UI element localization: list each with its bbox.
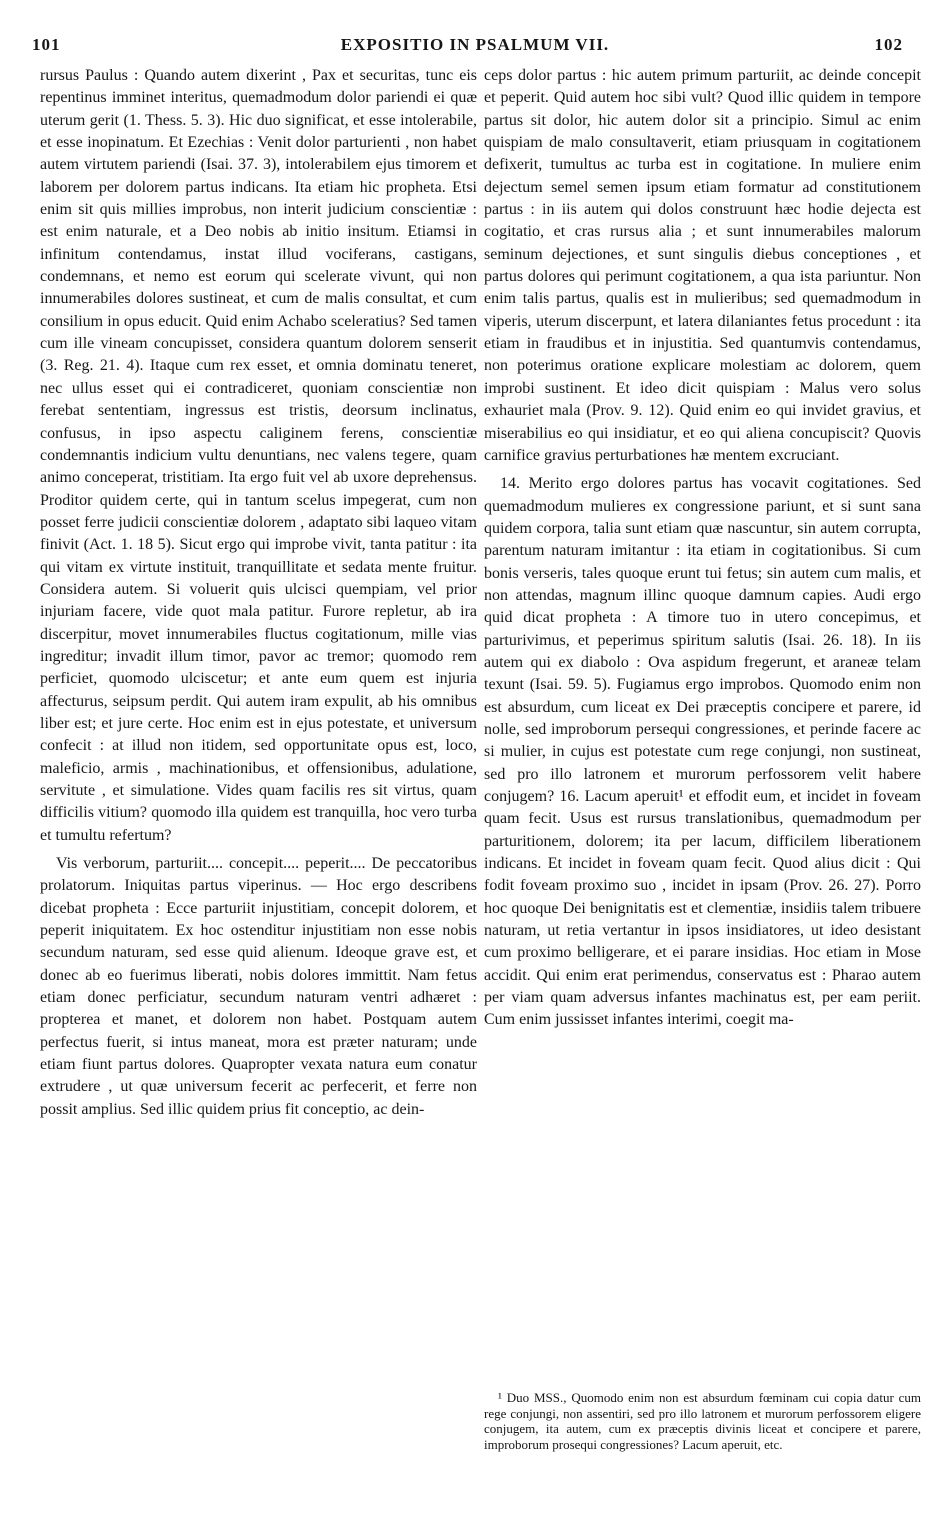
page-number-right: 102 bbox=[874, 35, 903, 54]
paragraph: Vis verborum, parturiit.... concepit.... peperit.... De peccatoribus prolatorum. Iniquitas partus viperinus. — Hoc ergo describens dicebat propheta : Ecce parturiit injustitiam, concepit dolorem, et peperit iniquitatem. Ex hoc ostenditur injustitiam non esse nobis secundum naturam, sed esse quid alienum. Ideoque grave est, et donec ab eo fuerimus liberati, nobis dolores immittit. Nam fetus etiam donec perficiatur, secundum naturam ventri adhæret : propterea et manet, et dolorem non habet. Postquam autem perfectus fuerit, si intus maneat, mora est præter naturam; unde etiam fiunt partus dolores. Quapropter vexata natura eum conatur extrudere , ut quæ universum fecerit ac perfecerit, et ferre non possit amplius. Sed illic quidem prius fit conceptio, ac dein- bbox=[40, 855, 477, 1118]
right-column bbox=[484, 65, 921, 1505]
running-header bbox=[0, 35, 950, 61]
paragraph: ceps dolor partus : hic autem primum parturiit, ac deinde concepit et peperit. Quid autem hoc sibi vult? Quod illic quidem in tempore partus sit dolor, hic autem dolor sit a principio. Simul ac enim quispiam de malo consultaverit, etiam priusquam in cogitationem defixerit, tumultus ac turba est in cogitatione. In muliere enim dejectum semel semen ipsum etiam formatur ad constitutionem partus : in iis autem qui dolos construunt hæc hodie dejecta est cogitatio, et cras rursus alia ; et sunt innumerabiles malorum seminum dejectiones, et sunt singulis diebus conceptiones , et partus dolores qui perimunt cogitationem, a qua ista pariuntur. Non enim talis partus, qualis est in mulieribus; sed quemadmodum in viperis, uterum discerpunt, et latera dilaniantes fetus procedunt : ita etiam in fraudibus et in injustitia. Sed quantumvis contendamus, non poterimus oratione explicare molestiam ac dolorem, quem improbi sustinent. Et ideo dicit quispiam : Malus vero solus exhauriet mala (Prov. 9. 12). Quid enim eo qui invidet gravius, et miserabilius eo qui insidiatur, et eo qui aliena concupiscit? Quovis carnifice gravius perturbationes hæ mentem excruciant. bbox=[484, 67, 921, 464]
footnote bbox=[484, 1390, 921, 1452]
running-title: EXPOSITIO IN PSALMUM VII. bbox=[340, 35, 610, 54]
paragraph: 14. Merito ergo dolores partus has vocavit cogitationes. Sed quemadmodum mulieres ex congressione pariunt, et si sunt sana quidem corpora, talia sunt etiam quæ nascuntur, sin autem corrupta, parentum naturam imitantur : ita etiam in cogitationibus. Si cum bonis verseris, tales quoque erunt tui fetus; sin autem cum malis, et non attendas, magnum illinc quoque damnum capies. Audi ergo quid dicat propheta : A timore tuo in utero concepimus, et parturivimus, et peperimus spiritum salutis (Isai. 26. 18). In iis autem qui ex diabolo : Ova aspidum fregerunt, et araneæ telam texunt (Isai. 59. 5). Fugiamus ergo improbos. Quomodo enim non est absurdum, cum liceat ex Dei præceptis concipere et parere, id nolle, sed improborum persequi congressiones, et perinde facere ac si mulier, in cujus est potestate cum rege conjungi, non sustineat, sed pro illo latronem et murorum perfossorem velit habere conjugem? 16. Lacum aperuit¹ et effodit eum, et incidet in foveam quam fecit. Usus est rursus translationibus, quemadmodum per parturitionem, dolorem; ita per lacum, difficilem liberationem indicans. Et incidet in foveam quam fecit. Quod alius dicit : Qui fodit foveam proximo suo , incidet in ipsam (Prov. 26. 27). Porro hoc quoque Dei benignitatis est et clementiæ, insidiis talem tribuere naturam, ut retia vertantur in ipsos insidiatores, ut ideo desistant cum proximo belligerare, et ei parare insidias. Hoc etiam in Mose accidit. Qui enim erat perimendus, conservatus est : Pharao autem per viam quam adversus infantes machinatus est, per eam periit. Cum enim jussisset infantes interimi, coegit ma- bbox=[484, 475, 921, 1029]
left-column bbox=[40, 65, 477, 1505]
footnote-text: ¹ Duo MSS., Quomodo enim non est absurdum fœminam cui copia datur cum rege conjungi, non assentiri, sed pro illo latronem et murorum perfossorem eligere conjugem, ita autem, cum ex præceptis divinis liceat et concipere et parere, improborum prosequi congressiones? Lacum aperuit, etc. bbox=[484, 1390, 921, 1452]
page-number-left: 101 bbox=[32, 35, 61, 54]
paragraph: rursus Paulus : Quando autem dixerint , Pax et securitas, tunc eis repentinus imminet interitus, quemadmodum dolor pariendi ei quæ uterum gerit (1. Thess. 5. 3). Hic duo significat, et esse intolerabile, et esse inopinatum. Et Ezechias : Venit dolor parturienti , non habet autem virtutem pariendi (Isai. 37. 3), intolerabilem ejus timorem et laborem per dolorem partus indicans. Ita etiam hic propheta. Etsi enim sit quis millies improbus, non interit judicium conscientiæ : est enim naturale, et a Deo nobis ab initio insitum. Etiamsi in infinitum contendamus, instat illud vociferans, castigans, condemnans, et nemo est eorum qui scelerate vivunt, qui non innumerabiles dolores sustineat, et cum de malis consultat, et cum consilium in opus educit. Quid enim Achabo sceleratius? Sed tamen cum ille vineam concupisset, considera quantum dolorem senserit (3. Reg. 21. 4). Itaque cum rex esset, et omnia dominatu teneret, nec ullus esset qui ei contradiceret, quoniam conscientiæ non ferebat sententiam, ingressus est tristis, deorsum inclinatus, confusus, in ipso aspectu caliginem ferens, conscientiæ condemnantis indicium vultu denuntians, nec valens tegere, quam animo conceperat, tristitiam. Ita ergo fuit vel ab uxore deprehensus. Proditor quidem certe, qui in tantum scelus impegerat, cum non posset ferre judicii conscientiæ dolorem , adaptato sibi laqueo vitam finivit (Act. 1. 18 5). Sicut ergo qui improbe vivit, tanta patitur : ita qui vitam ex virtute instituit, tranquillitate et sedata mente fruitur. Considera autem. Si voluerit quis ulcisci quempiam, vel prior injuriam facere, vide quot mala patitur. Furore repletur, ab ira discerpitur, movet innumerabiles fluctus cogitationum, mille vias ingreditur; invadit illum timor, pavor ac tremor; quomodo rem perficiet, quomodo ulciscetur; et ante eum quem est injuria affecturus, seipsum perdit. Qui autem iram expulit, ab his omnibus liber est; et jure certe. Hoc enim est in ejus potestate, et universum confecit : at illud non itidem, sed opportunitate opus est, loco, maleficio, armis , machinationibus, et offensionibus, adulatione, servitute , et simulatione. Vides quam facilis res sit virtus, quam difficilis vitium? quomodo illa quidem est tranquilla, hoc vero turba et tumultu refertum? bbox=[40, 67, 477, 844]
